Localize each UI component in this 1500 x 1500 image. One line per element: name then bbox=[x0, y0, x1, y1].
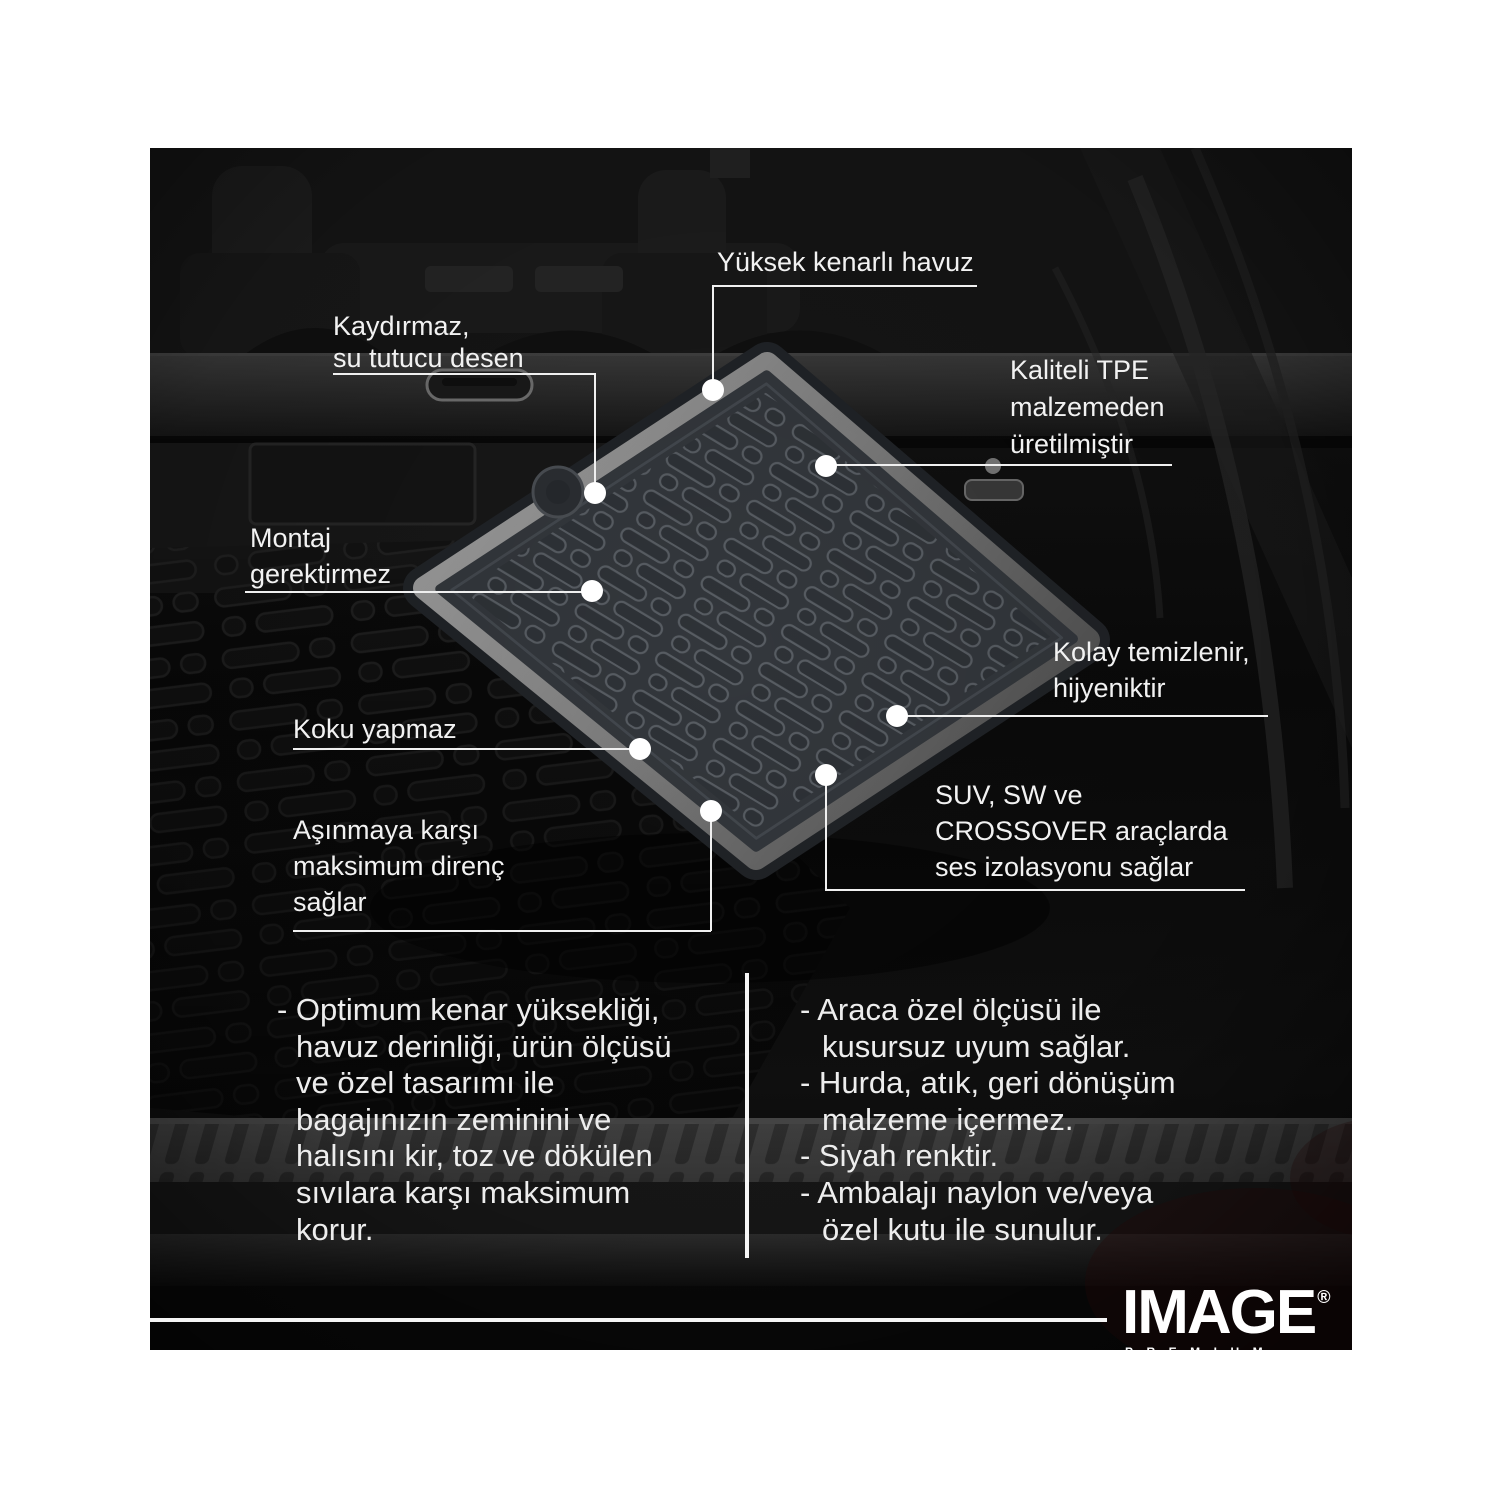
callout-text: Koku yapmaz bbox=[293, 714, 457, 744]
paragraph-line: halısını kir, toz ve dökülen bbox=[296, 1138, 653, 1174]
logo-baseline-rule bbox=[150, 1318, 1107, 1322]
callout-text: ses izolasyonu sağlar bbox=[935, 852, 1194, 882]
callout-dot bbox=[629, 738, 651, 760]
callout-yuksek-kenarli-havuz bbox=[717, 244, 974, 280]
callout-dot bbox=[584, 482, 606, 504]
callout-connector-line bbox=[712, 285, 714, 390]
brand-logo bbox=[1122, 1269, 1331, 1359]
callout-text: Montaj bbox=[250, 523, 332, 553]
callout-text: su tutucu desen bbox=[333, 343, 524, 373]
callout-connector-line bbox=[825, 775, 827, 890]
brand-name: IMAGE bbox=[1122, 1278, 1316, 1347]
paragraph-line: - Optimum kenar yüksekliği, bbox=[277, 992, 660, 1027]
callout-connector-line bbox=[245, 591, 592, 593]
callout-connector-line bbox=[710, 811, 712, 931]
paragraph-line: - Araca özel ölçüsü ile bbox=[800, 992, 1102, 1027]
callout-text: gerektirmez bbox=[250, 559, 392, 589]
callout-kolay-temizlenir bbox=[1053, 634, 1250, 706]
callout-connector-line bbox=[713, 285, 977, 287]
callout-text: CROSSOVER araçlarda bbox=[935, 816, 1228, 846]
paragraph-line: sıvılara karşı maksimum bbox=[296, 1174, 631, 1210]
callout-kaliteli-tpe bbox=[1010, 352, 1165, 463]
callout-koku-yapmaz bbox=[293, 711, 457, 747]
callout-asinmaya-direnc bbox=[293, 812, 505, 920]
paragraph-line: bagajınızın zeminini ve bbox=[296, 1101, 612, 1137]
paragraph-line: - Hurda, atık, geri dönüşüm bbox=[800, 1065, 1176, 1101]
callout-suv-ses-izolasyonu bbox=[935, 777, 1228, 885]
callout-text: malzemeden bbox=[1010, 392, 1165, 422]
paragraph-divider-line bbox=[745, 973, 749, 1258]
callout-text: maksimum direnç bbox=[293, 851, 505, 881]
callout-dot bbox=[886, 705, 908, 727]
callout-connector-line bbox=[293, 748, 640, 750]
callout-dot bbox=[815, 764, 837, 786]
paragraph-line: korur. bbox=[296, 1211, 374, 1247]
callout-connector-line bbox=[594, 373, 596, 493]
callout-dot bbox=[702, 379, 724, 401]
brand-wordmark bbox=[1122, 1269, 1331, 1347]
callout-text: sağlar bbox=[293, 887, 367, 917]
callout-text: hijyeniktir bbox=[1053, 673, 1166, 703]
callout-text: Yüksek kenarlı havuz bbox=[717, 247, 974, 277]
callout-kaydirmaz-desen bbox=[333, 310, 524, 374]
callout-text: üretilmiştir bbox=[1010, 429, 1134, 459]
paragraph-line: - Siyah renktir. bbox=[800, 1138, 999, 1174]
callout-connector-line bbox=[826, 464, 1172, 466]
feature-paragraph-right bbox=[800, 992, 1176, 1248]
feature-paragraph-left bbox=[277, 992, 672, 1248]
callout-montaj-gerektirmez bbox=[250, 520, 391, 592]
paragraph-line: ve özel tasarımı ile bbox=[296, 1065, 555, 1101]
brand-subtitle: PREMIUM bbox=[1125, 1345, 1277, 1359]
callout-connector-line bbox=[333, 373, 596, 375]
callout-connector-line bbox=[897, 715, 1268, 717]
paragraph-line: kusursuz uyum sağlar. bbox=[822, 1028, 1131, 1064]
callout-text: Kolay temizlenir, bbox=[1053, 637, 1250, 667]
callout-text: Kaliteli TPE bbox=[1010, 355, 1150, 385]
registered-trademark-icon: ® bbox=[1317, 1287, 1331, 1307]
paragraph-line: malzeme içermez. bbox=[822, 1101, 1074, 1137]
callout-dot bbox=[700, 800, 722, 822]
paragraph-line: özel kutu ile sunulur. bbox=[822, 1211, 1103, 1247]
callout-text: Aşınmaya karşı bbox=[293, 815, 480, 845]
callout-text: SUV, SW ve bbox=[935, 780, 1083, 810]
callout-dot bbox=[581, 580, 603, 602]
paragraph-line: havuz derinliği, ürün ölçüsü bbox=[296, 1028, 672, 1064]
callout-text: Kaydırmaz, bbox=[333, 311, 470, 341]
paragraph-line: - Ambalajı naylon ve/veya bbox=[800, 1174, 1154, 1210]
callout-connector-line bbox=[293, 930, 711, 932]
callout-dot bbox=[815, 455, 837, 477]
callout-connector-line bbox=[825, 889, 1245, 891]
